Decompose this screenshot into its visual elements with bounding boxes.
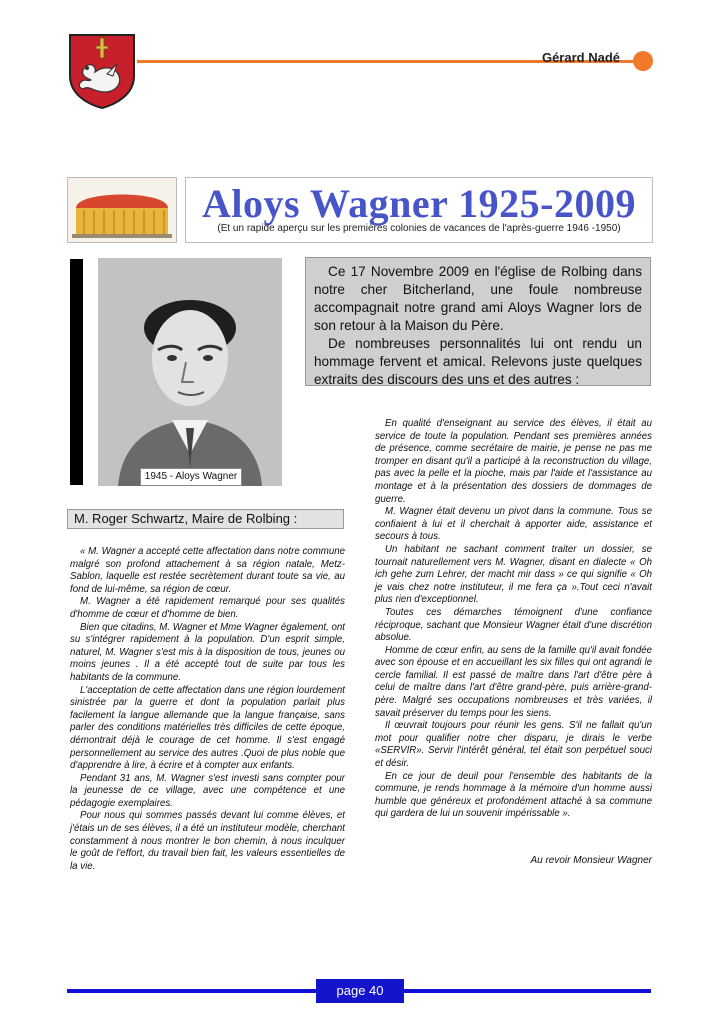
title-box (185, 177, 653, 243)
paragraph: Il œuvrait toujours pour réunir les gens. S'il ne fallait qu'un mot pour qualifier notre cher disparu, je dirais le verbe «SERVIR». Servir l'intérêt général, tel était son perpétuel souci et désir. (375, 720, 652, 770)
page-subtitle: (Et un rapide aperçu sur les premières colonies de vacances de l'après-guerre 1946 -1950) (217, 223, 621, 234)
paragraph: Pour nous qui sommes passés devant lui comme élèves, et j'étais un de ses élèves, il a été un instituteur modèle, cherchant constamment à nous montrer le bon chemin, à nous inculquer le goût de l'effort, du travail bien fait, les valeurs essentielles de la vie. (70, 810, 345, 872)
closing-line: Au revoir Monsieur Wagner (530, 855, 652, 866)
header-dot (633, 51, 653, 71)
page-title: Aloys Wagner 1925-2009 (202, 181, 636, 226)
paragraph: Toutes ces démarches témoignent d'une confiance réciproque, sachant que Monsieur Wagner était d'une discrétion absolue. (375, 606, 652, 644)
paragraph: Bien que citadins, M. Wagner et Mme Wagner également, ont su s'intégrer rapidement à la population. D'un esprit simple, naturel, M. Wagner s'est mis à la disposition de tous, jeunes ou moins jeunes . Il a été accepté tout de suite par tous les habitants de la commune. (70, 621, 345, 683)
intro-box (305, 257, 651, 386)
page-number: page 40 (316, 979, 404, 1003)
paragraph: L'acceptation de cette affectation dans une région lourdement sinistrée par la guerre et dont la population parlait plus facilement la langue allemande que la langue française, sans parler des conditions matérielles très difficiles de cette époque, démontrait déjà le courage de cet homme. Il s'est engagé personnellement au service des autres .Quoi de plus noble que d'apprendre à lire, à écrire et à compter aux enfants. (70, 684, 345, 772)
photo-side-bar (70, 259, 83, 485)
photo-caption: 1945 - Aloys Wagner (140, 468, 242, 486)
paragraph: M. Wagner a été rapidement remarqué pour ses qualités d'homme de cœur et d'homme de bien. (70, 596, 345, 620)
paragraph: « M. Wagner a accepté cette affectation dans notre commune malgré son profond attachement à sa région natale, Metz-Sablon, laquelle est restée secrètement durant toute sa vie, au fond de lui-même, sa région de cœur. (70, 546, 345, 595)
paragraph: Pendant 31 ans, M. Wagner s'est investi sans compter pour la jeunesse de ce village, avec une compétence et une pédagogie exemplaires. (70, 772, 345, 809)
left-column (70, 546, 345, 873)
portrait-photo (98, 258, 282, 486)
paragraph: Un habitant ne sachant comment traiter un dossier, se tournait naturellement vers M. Wagner, disant en dialecte « Oh ich gehe zum Lehrer, der macht mir dass » ce qui signifie « Oh je vais chez notre instituteur, il me fera ça ».Tout ceci n'avait plus rien d'exceptionnel. (375, 543, 652, 606)
paragraph: En qualité d'enseignant au service des élèves, il était au service de toute la population. Pendant ses premières années de présence, comme secrétaire de mairie, je pense ne pas me tromper en disant qu'il a participé à la reconstruction du village, pas avec la pelle et la pioche, mais par l'aide et l'assistance au montage et à la présentation des dossiers de dommages de guerre. (375, 418, 652, 505)
author-name: Gérard Nadé (541, 50, 620, 65)
right-column (375, 418, 652, 821)
coat-of-arms-icon (67, 30, 137, 110)
building-thumbnail (67, 177, 177, 243)
paragraph: En ce jour de deuil pour l'ensemble des habitants de la commune, je rends hommage à la mémoire d'un homme aussi humble que généreux et profondément attaché à sa commune qui gardera de lui un souvenir impérissable ». (375, 770, 652, 820)
paragraph: M. Wagner était devenu un pivot dans la commune. Tous se confiaient à lui et il cherchait à apporter aide, assistance et secours à tous. (375, 506, 652, 543)
intro-paragraph: De nombreuses personnalités lui ont rendu un hommage fervent et amical. Relevons juste quelques extraits des discours des uns et des autres : (314, 336, 642, 387)
speaker-heading: M. Roger Schwartz, Maire de Rolbing : (67, 509, 344, 529)
intro-paragraph: Ce 17 Novembre 2009 en l'église de Rolbing dans notre cher Bitcherland, une foule nombreuse accompagnait notre grand ami Aloys Wagner lors de son retour à la Maison du Père. (314, 264, 642, 333)
paragraph: Homme de cœur enfin, au sens de la famille qu'il avait fondée avec son épouse et en accueillant les six filles qui ont agrandi le cercle familial. Il est passé de maître dans l'art d'être père à celui de maître dans l'art d'être grand-père, puis arrière-grand-père. Malgré ses occupations nombreuses et très variées, il savait préserver du temps pour les siens. (375, 644, 652, 719)
